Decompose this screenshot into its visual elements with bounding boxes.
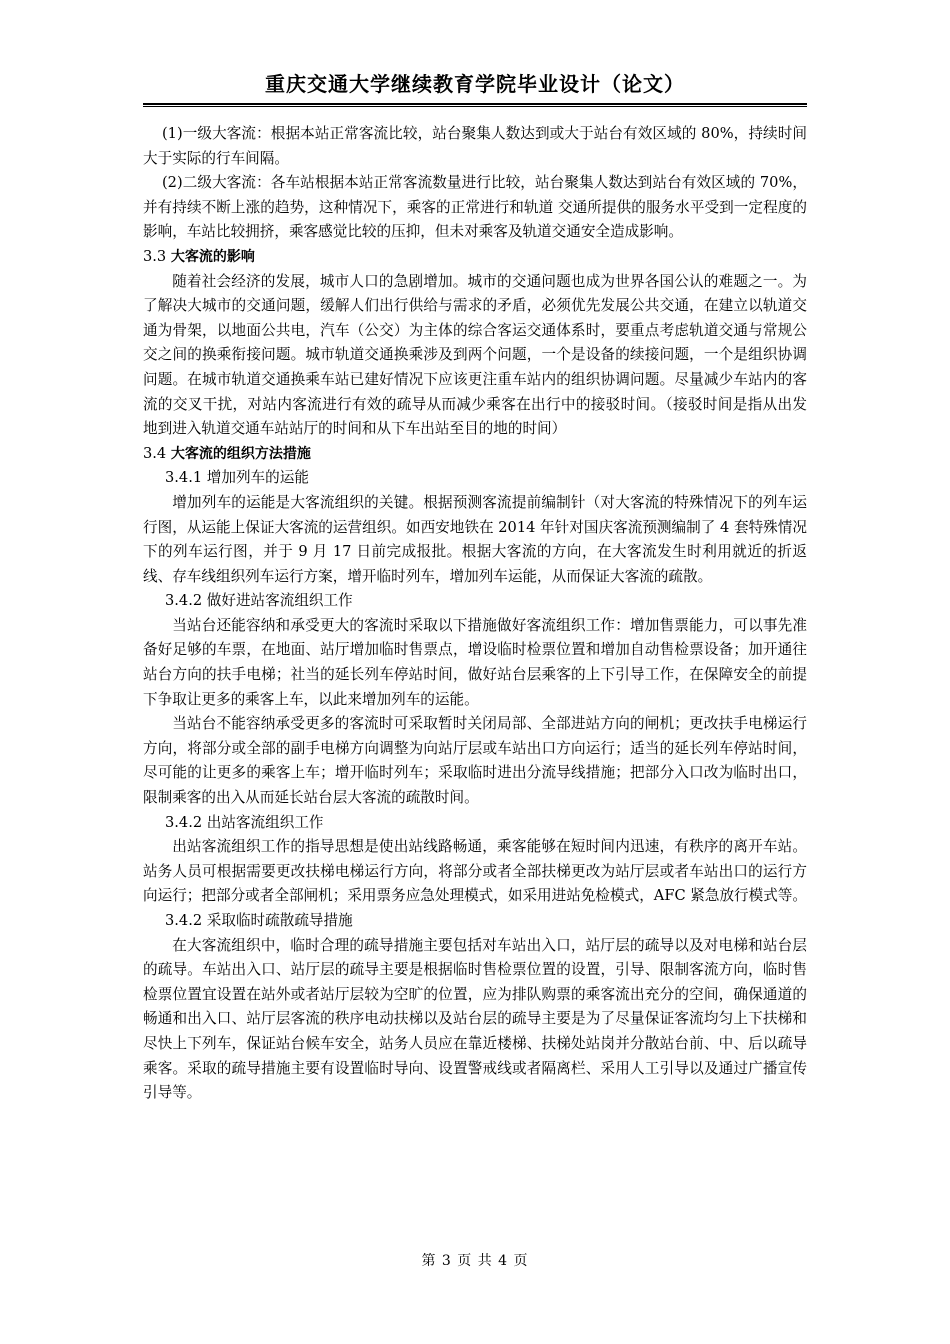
page-header-title: 重庆交通大学继续教育学院毕业设计（论文） xyxy=(265,72,685,96)
paragraph-inbound-1: 当站台还能容纳和承受更大的客流时采取以下措施做好客流组织工作：增加售票能力，可以事先准备好足够的车票，在地面、站厅增加临时售票点，增设临时检票位置和增加自动售检票设备；加开通往站台方向的扶手电梯；社当的延长列车停站时间，做好站台层乘客的上下引导工作，在保障安全的前提下争取让更多的乘客上车，以此来增加列车的运能。 xyxy=(143,616,807,708)
header-divider xyxy=(143,103,807,107)
paragraph-inbound-2: 当站台不能容纳承受更多的客流时可采取暂时关闭局部、全部进站方向的闸机；更改扶手电梯运行方向，将部分或全部的副手电梯方向调整为向站厅层或车站出口方向运行；适当的延长列车停站时间，尽可能的让更多的乘客上车；增开临时列车；采取临时进出分流导线措施；把部分入口改为临时出口，限制乘客的出入从而延长站台层大客流的疏散时间。 xyxy=(143,715,807,807)
paragraph-outbound: 出站客流组织工作的指导思想是使出站线路畅通，乘客能够在短时间内迅速，有秩序的离开车站。站务人员可根据需要更改扶梯电梯运行方向，将部分或者全部扶梯更改为站厅层或者车站出口的运行方向运行；把部分或者全部闸机；采用票务应急处理模式，如采用进站免检模式，AFC 紧急放行模式等。 xyxy=(143,838,808,905)
subsection-heading-dispersal: 3.4.2 采取临时疏散疏导措施 xyxy=(165,912,353,929)
section-heading-3-4 xyxy=(143,442,807,467)
section-title: 大客流的影响 xyxy=(170,248,255,265)
paragraph-level2-flow: (2)二级大客流：各车站根据本站正常客流数量进行比较，站台聚集人数达到站台有效区域的 70%，并有持续不断上涨的趋势，这种情况下，乘客的正常进行和轨道 交通所提供的服务水平受到一定程度的影响，车站比较拥挤，乘客感觉比较的压抑，但未对乘客及轨道交通安全造成影响。 xyxy=(143,174,807,241)
subsection-heading-inbound: 3.4.2 做好进站客流组织工作 xyxy=(165,592,353,610)
paragraph-capacity: 增加列车的运能是大客流组织的关键。根据预测客流提前编制针（对大客流的特殊情况下的列车运行图，从运能上保证大客流的运营组织。如西安地铁在 2014 年针对国庆客流预测编制了 4 套特殊情况下的列车运行图，并于 9 月 17 日前完成报批。根据大客流的方向，在大客流发生时利用就近的折返线、存车线组织列车运行方案，增开临时列车，增加列车运能，从而保证大客流的疏散。 xyxy=(143,493,807,585)
section-number: 3.3 xyxy=(143,247,167,265)
paragraph-level1-flow: (1)一级大客流：根据本站正常客流比较，站台聚集人数达到或大于站台有效区域的 80%，持续时间 大于实际的行车间隔。 xyxy=(143,125,807,167)
page-number: 第 3 页 共 4 页 xyxy=(421,1253,529,1269)
subsection-heading-3-4-1: 3.4.1 增加列车的运能 xyxy=(165,469,309,487)
subsection-heading-outbound: 3.4.2 出站客流组织工作 xyxy=(165,813,324,831)
document-body xyxy=(143,122,807,1106)
paragraph-impact: 随着社会经济的发展，城市人口的急剧增加。城市的交通问题也成为世界各国公认的难题之一。为了解决大城市的交通问题，缓解人们出行供给与需求的矛盾，必须优先发展公共交通，在建立以轨道交通为骨架，以地面公共电，汽车（公交）为主体的综合客运交通体系时，要重点考虑轨道交通与常规公交之间的换乘衔接问题。城市轨道交通换乘涉及到两个问题，一个是设备的续接问题，一个是组织协调问题。在城市轨道交通换乘车站已建好情况下应该更注重车站内的组织协调问题。尽量减少车站内的客流的交叉干扰，对站内客流进行有效的疏导从而减少乘客在出行中的接驳时间。（接驳时间是指从出发地到进入轨道交通车站站厅的时间和从下车出站至目的地的时间） xyxy=(143,272,807,438)
section-title: 大客流的组织方法措施 xyxy=(170,445,311,462)
section-heading-3-3 xyxy=(143,245,807,270)
section-number: 3.4 xyxy=(143,444,167,462)
paragraph-dispersal: 在大客流组织中，临时合理的疏导措施主要包括对车站出入口，站厅层的疏导以及对电梯和站台层的疏导。车站出入口、站厅层的疏导主要是根据临时售检票位置的设置，引导、限制客流方向，临时售检票位置宜设置在站外或者站厅层较为空旷的位置，应为排队购票的乘客流出充分的空间，确保通道的畅通和出入口、站厅层客流的秩序电动扶梯以及站台层的疏导主要是为了尽量保证客流均匀上下扶梯和尽快上下列车，保证站台候车安全，站务人员应在靠近楼梯、扶梯处站岗并分散站台前、中、后以疏导乘客。采取的疏导措施主要有设置临时导向、设置警戒线或者隔离栏、采用人工引导以及通过广播宣传引导等。 xyxy=(143,936,807,1102)
